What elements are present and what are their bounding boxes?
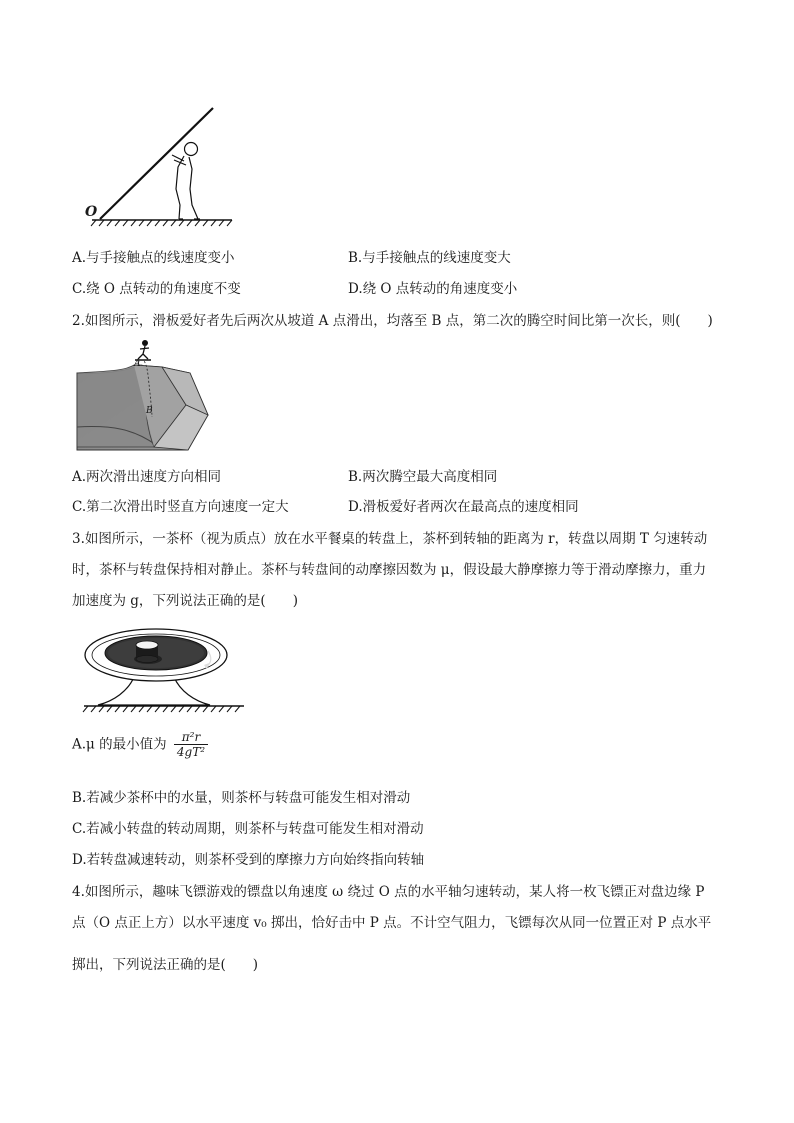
q3-option-a-fraction: [174, 730, 208, 759]
q2-label-a: A: [134, 359, 141, 369]
q3-option-a-prefix: A.μ 的最小值为: [72, 736, 167, 753]
q1-option-c: C.绕 O 点转动的角速度不变: [72, 281, 241, 297]
q3-option-a: [72, 730, 208, 759]
q3-stem-line1: 3.如图所示，一茶杯（视为质点）放在水平餐桌的转盘上，茶杯到转轴的距离为 r，转盘以周期 T 匀速转动: [72, 531, 708, 547]
q1-option-b: B.与手接触点的线速度变大: [348, 250, 511, 266]
q3-fraction-numerator: π²r: [174, 730, 208, 745]
q3-figure: [80, 625, 250, 715]
q1-point-o-label: O: [85, 204, 98, 220]
q2-option-d: D.滑板爱好者两次在最高点的速度相同: [348, 499, 579, 515]
q3-stem-line3: 加速度为 g，下列说法正确的是( ): [72, 593, 298, 609]
q4-stem-line2: 点（O 点正上方）以水平速度 v₀ 掷出，恰好击中 P 点。不计空气阻力，飞镖每次从同一位置正对 P 点水平: [72, 915, 712, 931]
q2-stem: 2.如图所示，滑板爱好者先后两次从坡道 A 点滑出，均落至 B 点，第二次的腾空时间比第一次长，则( ): [72, 313, 713, 329]
rod: [100, 108, 213, 219]
q2-option-c: C.第二次滑出时竖直方向速度一定大: [72, 499, 289, 515]
q3-fraction-denominator: 4gT²: [176, 745, 206, 759]
q4-stem-line3: 掷出，下列说法正确的是( ): [72, 957, 259, 973]
q2-figure: [72, 335, 212, 455]
q4-stem-line1: 4.如图所示，趣味飞镖游戏的镖盘以角速度 ω 绕过 O 点的水平轴匀速转动，某人将一枚飞镖正对盘边缘 P: [72, 884, 705, 900]
q3-stem-line2: 时，茶杯与转盘保持相对静止。茶杯与转盘间的动摩擦因数为 μ，假设最大静摩擦力等于滑动摩擦力，重力: [72, 562, 707, 578]
q1-option-a: A.与手接触点的线速度变小: [72, 250, 235, 266]
q3-option-b: B.若减少茶杯中的水量，则茶杯与转盘可能发生相对滑动: [72, 790, 411, 806]
q1-figure: [80, 105, 240, 230]
q3-option-d: D.若转盘减速转动，则茶杯受到的摩擦力方向始终指向转轴: [72, 852, 425, 868]
q2-option-b: B.两次腾空最大高度相同: [348, 469, 498, 485]
q2-label-b: B: [146, 406, 153, 416]
q2-option-a: A.两次滑出速度方向相同: [72, 469, 222, 485]
q3-option-c: C.若减小转盘的转动周期，则茶杯与转盘可能发生相对滑动: [72, 821, 424, 837]
q1-option-d: D.绕 O 点转动的角速度变小: [348, 281, 518, 297]
